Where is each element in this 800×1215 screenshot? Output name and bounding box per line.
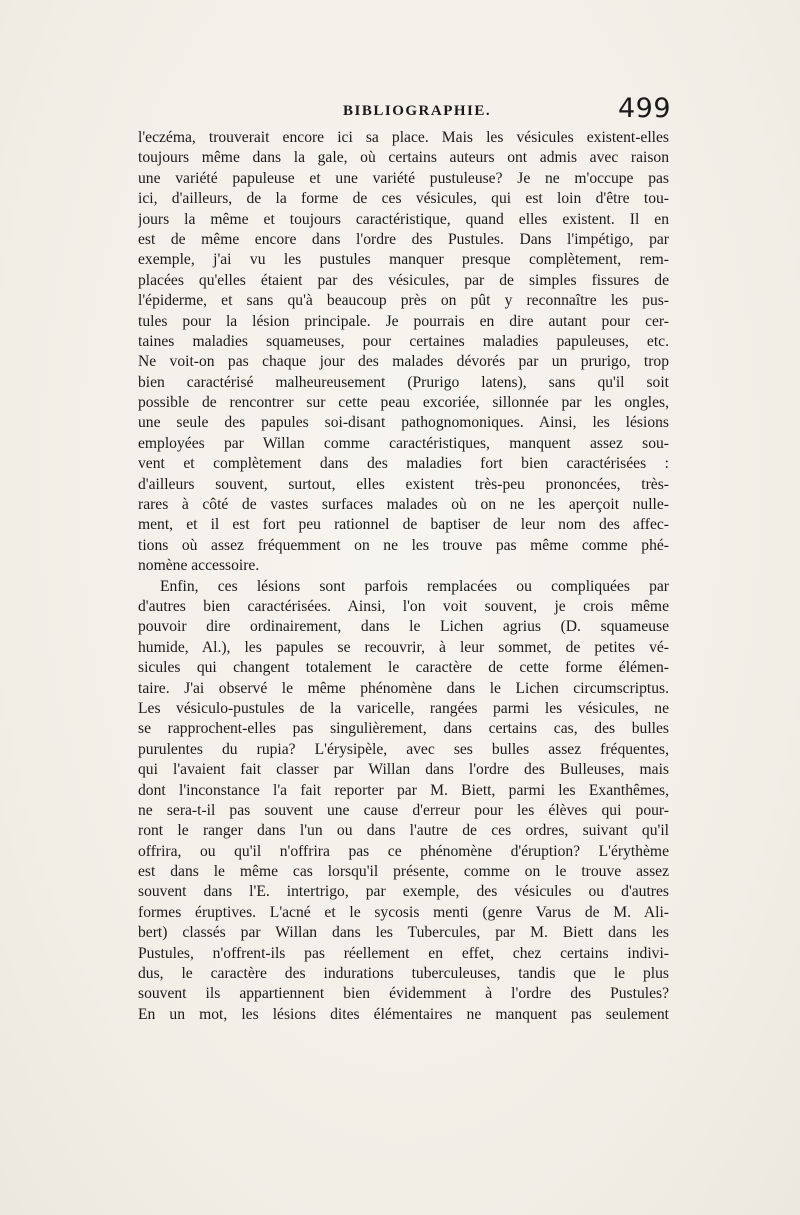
text-line: d'ailleurs souvent, surtout, elles existent très-peu prononcées, très- (138, 475, 669, 493)
text-line: rares à côté de vastes surfaces malades où on ne les aperçoit nulle- (138, 496, 669, 514)
text-line: l'épiderme, et sans qu'à beaucoup près on pût y reconnaître les pus- (138, 292, 669, 310)
text-line: employées par Willan comme caractéristiques, manquent assez sou- (138, 434, 669, 452)
text-line: tions où assez fréquemment on ne les trouve pas même comme phé- (138, 536, 669, 554)
paragraph-end-line: nomène accessoire. (138, 557, 260, 575)
text-line: ici, d'ailleurs, de la forme de ces vésicules, qui est loin d'être tou- (138, 190, 669, 208)
text-line: une variété papuleuse et une variété pustuleuse? Je ne m'occupe pas (138, 169, 669, 187)
text-line: purulentes du rupia? L'érysipèle, avec ses bulles assez fréquentes, (138, 740, 669, 758)
text-line: bert) classés par Willan dans les Tubercules, par M. Biett dans les (138, 924, 669, 942)
text-line: placées qu'elles étaient par des vésicules, par de simples fissures de (138, 271, 669, 289)
text-line: est de même encore dans l'ordre des Pustules. Dans l'impétigo, par (138, 230, 669, 248)
text-line: Ne voit-on pas chaque jour des malades dévorés par un prurigo, trop (138, 353, 669, 371)
text-line: dus, le caractère des indurations tuberculeuses, tandis que le plus (138, 965, 669, 983)
running-head (0, 95, 800, 125)
text-line: Les vésiculo-pustules de la varicelle, rangées parmi les vésicules, ne (138, 699, 669, 717)
text-line: exemple, j'ai vu les pustules manquer presque complètement, rem- (138, 251, 669, 269)
text-line: l'eczéma, trouverait encore ici sa place. Mais les vésicules existent-elles (138, 129, 669, 146)
text-line: sicules qui changent totalement le caractère de cette forme élémen- (138, 659, 669, 677)
page-number: 499 (618, 93, 672, 124)
text-line: ront le ranger dans l'un ou dans l'autre de ces ordres, suivant qu'il (138, 822, 669, 840)
text-line: souvent ils appartiennent bien évidemment à l'ordre des Pustules? (138, 985, 669, 1003)
text-line: En un mot, les lésions dites élémentaires ne manquent pas seulement (138, 1005, 669, 1023)
text-line: toujours même dans la gale, où certains auteurs ont admis avec raison (138, 149, 669, 167)
text-line: est dans le même cas lorsqu'il présente, comme on le trouve assez (138, 863, 669, 881)
text-line: vent et complètement dans des maladies fort bien caractérisées : (138, 455, 669, 473)
text-line: taines maladies squameuses, pour certaines maladies papuleuses, etc. (138, 332, 669, 350)
text-line: pouvoir dire ordinairement, dans le Lichen agrius (D. squameuse (138, 618, 669, 636)
text-line: ment, et il est fort peu rationnel de baptiser de leur nom des affec- (138, 516, 669, 534)
text-line: dont l'inconstance l'a fait reporter par M. Biett, parmi les Exanthêmes, (138, 781, 669, 799)
text-line: ne sera-t-il pas souvent une cause d'erreur pour les élèves qui pour- (138, 801, 669, 819)
text-line: bien caractérisé malheureusement (Prurigo latens), sans qu'il soit (138, 373, 669, 391)
text-line: taire. J'ai observé le même phénomène dans le Lichen circumscriptus. (138, 679, 669, 697)
paragraph-start-line: Enfin, ces lésions sont parfois remplacées ou compliquées par (160, 577, 669, 595)
text-line: une seule des papules soi-disant pathognomoniques. Ainsi, les lésions (138, 414, 669, 432)
text-line: qui l'avaient fait classer par Willan dans l'ordre des Bulleuses, mais (138, 761, 669, 779)
text-line: jours la même et toujours caractéristique, quand elles existent. Il en (138, 210, 669, 228)
text-line: tules pour la lésion principale. Je pourrais en dire autant pour cer- (138, 312, 669, 330)
text-line: offrira, ou qu'il n'offrira pas ce phénomène d'éruption? L'érythème (138, 842, 669, 860)
running-title: BIBLIOGRAPHIE. (343, 103, 492, 119)
text-line: d'autres bien caractérisées. Ainsi, l'on voit souvent, je crois même (138, 597, 669, 615)
text-line: formes éruptives. L'acné et le sycosis menti (genre Varus de M. Ali- (138, 903, 669, 921)
text-line: Pustules, n'offrent-ils pas réellement en effet, chez certains indivi- (138, 944, 669, 962)
text-line: humide, Al.), les papules se recouvrir, à leur sommet, de petites vé- (138, 638, 669, 656)
text-line: se rapprochent-elles pas singulièrement, dans certains cas, des bulles (138, 720, 669, 738)
body-text (138, 128, 669, 1025)
text-line: souvent dans l'E. intertrigo, par exemple, des vésicules ou d'autres (138, 883, 669, 901)
text-line: possible de rencontrer sur cette peau excoriée, sillonnée par les ongles, (138, 394, 669, 412)
